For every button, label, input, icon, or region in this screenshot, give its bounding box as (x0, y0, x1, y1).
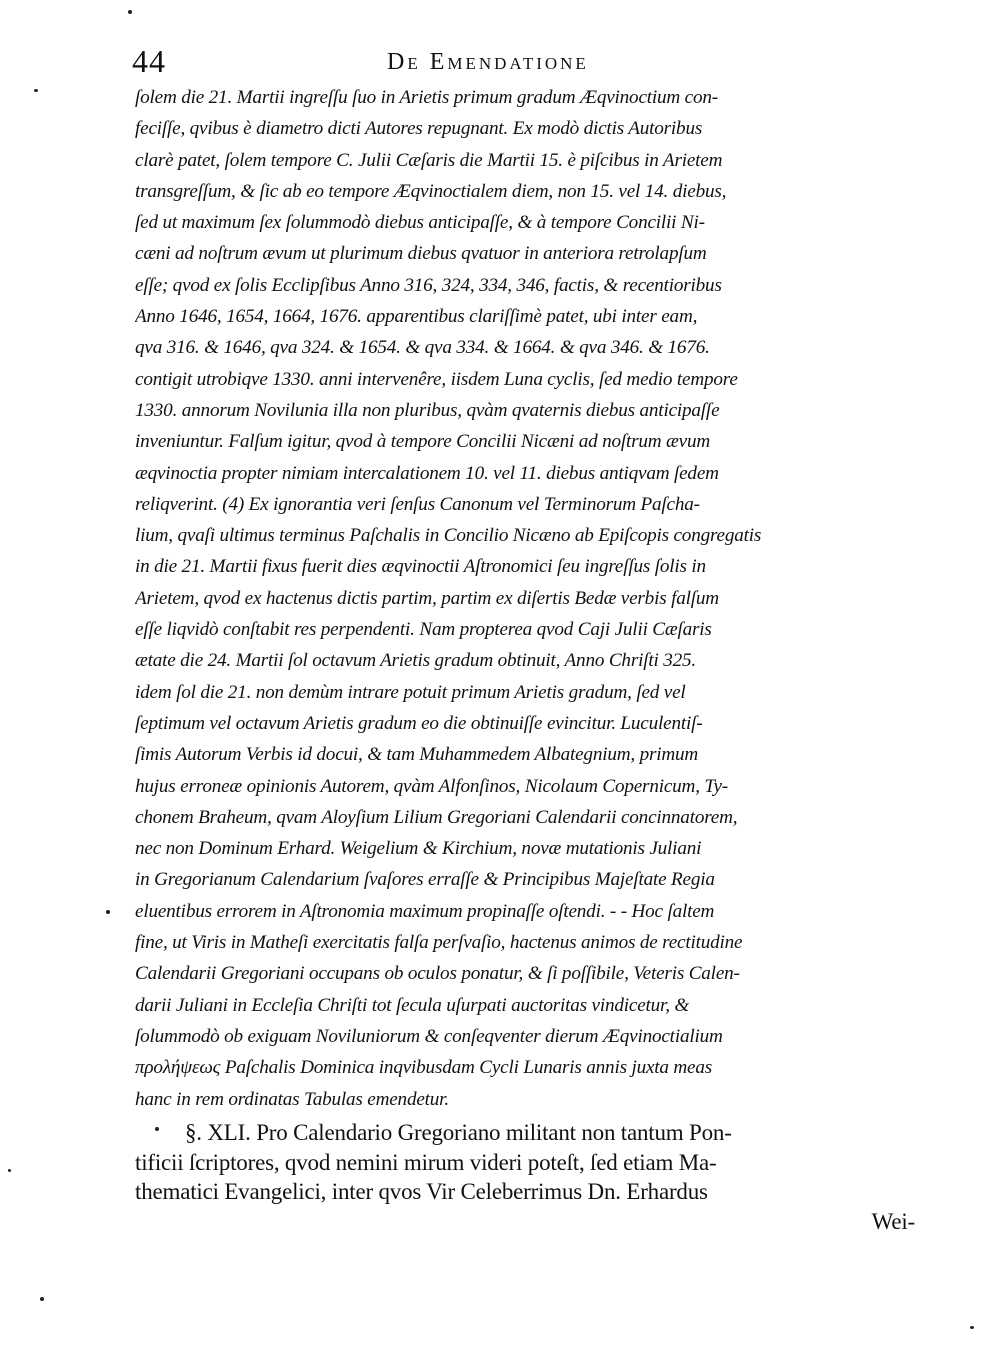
text-line: tificii ſcriptores, qvod nemini mirum videri poteſt, ſed etiam Ma- (135, 1149, 717, 1175)
text-line: ſed ut maximum ſex ſolummodò diebus anticipaſſe, & à tempore Concilii Ni- (135, 212, 705, 234)
text-line: ſolem die 21. Martii ingreſſu ſuo in Arietis primum gradum Æqvinoctium con- (135, 87, 718, 108)
text-line: nec non Dominum Erhard. Weigelium & Kirchium, novæ mutationis Juliani (135, 838, 702, 860)
text-line: Anno 1646, 1654, 1664, 1676. apparentibus clariſſimè patet, ubi inter eam, (135, 306, 698, 328)
text-line: thematici Evangelici, inter qvos Vir Celeberrimus Dn. Erhardus (135, 1179, 708, 1204)
scan-speck (106, 910, 110, 914)
text-line: idem ſol die 21. non demùm intrare potuit primum Arietis gradum, ſed vel (135, 681, 686, 703)
roman-text-block (135, 1118, 925, 1258)
text-line: eſſe; qvod ex ſolis Ecclipſibus Anno 316, 324, 334, 346, factis, & recentioribus (135, 274, 722, 296)
text-line: æqvinoctia propter nimiam intercalationem 10. vel 11. diebus antiqvam ſedem (135, 462, 719, 484)
text-line: Arietem, qvod ex hactenus dictis partim, partim ex diſertis Bedæ verbis falſum (135, 587, 719, 609)
text-line: lium, qvaſi ultimus terminus Paſchalis in Concilio Nicæno ab Epiſcopis congregatis (135, 525, 762, 547)
catchword: Wei- (871, 1208, 915, 1234)
text-line: reliqverint. (4) Ex ignorantia veri ſenſus Canonum vel Terminorum Paſcha- (135, 493, 700, 515)
text-line: 1330. annorum Novilunia illa non pluribus, qvàm qvaternis diebus anticipaſſe (135, 399, 720, 421)
scan-speck (128, 10, 132, 14)
scan-speck (8, 1169, 11, 1172)
text-line: chonem Braheum, qvam Aloyſium Lilium Gregoriani Calendarii concinnatorem, (135, 806, 738, 828)
scan-speck (970, 1326, 974, 1329)
text-line: ſimis Autorum Verbis id docui, & tam Muhammedem Albategnium, primum (135, 744, 699, 766)
text-line: ſolummodò ob exiguam Noviluniorum & conſeqventer dierum Æqvinoctialium (135, 1025, 723, 1047)
text-line: eſſe liqvidò conſtabit res perpendenti. Nam propterea qvod Caji Julii Cæſaris (135, 619, 712, 641)
text-line: in die 21. Martii fixus fuerit dies æqvinoctii Aſtronomici ſeu ingreſſus ſolis in (135, 556, 706, 578)
text-line: in Gregorianum Calendarium ſvaſores erraſſe & Principibus Majeſtate Regia (135, 869, 715, 891)
text-line: darii Juliani in Eccleſia Chriſti tot ſecula uſurpati auctoritas vindicetur, & (135, 994, 690, 1016)
text-line: transgreſſum, & ſic ab eo tempore Æqvinoctialem diem, non 15. vel 14. diebus, (135, 180, 727, 202)
running-head: De Emendatione (387, 49, 589, 75)
scan-speck (34, 89, 38, 92)
scan-speck (40, 1297, 44, 1301)
text-line: contigit utrobiqve 1330. anni intervenêre, iisdem Luna cyclis, ſed medio tempore (135, 368, 738, 390)
text-line: inveniuntur. Falſum igitur, qvod à tempore Concilii Nicæni ad noſtrum ævum (135, 431, 711, 453)
text-line: qva 316. & 1646, qva 324. & 1654. & qva 334. & 1664. & qva 346. & 1676. (135, 337, 710, 359)
page-number: 44 (132, 43, 166, 79)
text-line: feciſſe, qvibus è diametro dicti Autores repugnant. Ex modò dictis Autoribus (135, 118, 703, 140)
page-header (132, 45, 932, 85)
text-line: Calendarii Gregoriani occupans ob oculos ponatur, & ſi poſſibile, Veteris Calen- (135, 963, 740, 985)
text-line: προλήψεως Paſchalis Dominica inqvibusdam Cycli Lunaris annis juxta meas (135, 1057, 713, 1079)
text-line: ætate die 24. Martii ſol octavum Arietis gradum obtinuit, Anno Chriſti 325. (135, 650, 696, 672)
text-line: hanc in rem ordinatas Tabulas emendetur. (135, 1088, 449, 1110)
section-heading-line: §. XLI. Pro Calendario Gregoriano militant non tantum Pon- (185, 1120, 732, 1145)
text-line: clarè patet, ſolem tempore C. Julii Cæſaris die Martii 15. è piſcibus in Arietem (135, 149, 723, 171)
italic-text-block (135, 82, 925, 1122)
text-line: cæni ad noſtrum ævum ut plurimum diebus qvatuor in anteriora retrolapſum (135, 243, 707, 265)
scan-speck (155, 1127, 159, 1131)
text-line: fine, ut Viris in Matheſi exercitatis falſa perſvaſio, hactenus animos de rectitudine (135, 932, 743, 954)
text-line: eluentibus errorem in Aſtronomia maximum propinaſſe oſtendi. - - Hoc ſaltem (135, 900, 715, 922)
text-line: hujus erroneæ opinionis Autorem, qvàm Alfonſinos, Nicolaum Copernicum, Ty- (135, 775, 728, 797)
text-line: ſeptimum vel octavum Arietis gradum eo die obtinuiſſe evincitur. Luculentiſ- (135, 712, 703, 734)
